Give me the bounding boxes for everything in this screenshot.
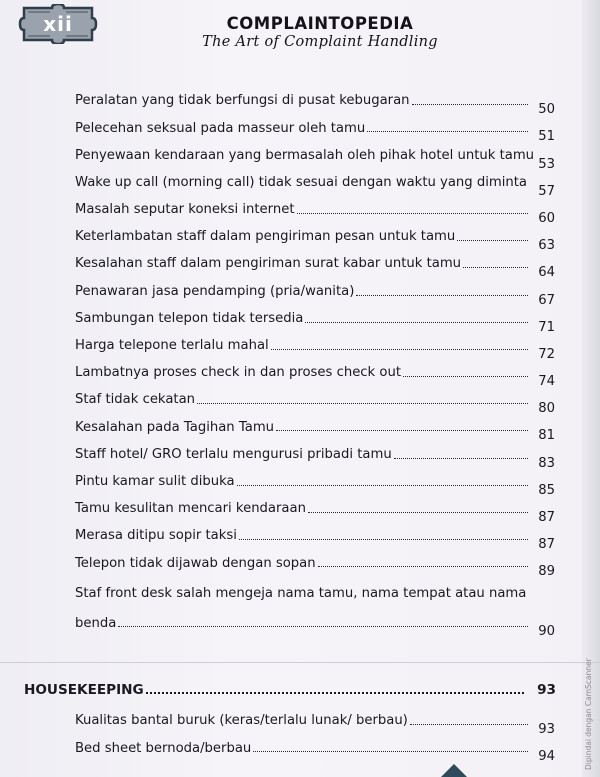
toc-entry-multiline-cont — [75, 605, 555, 640]
toc-entry-page: 81 — [538, 428, 555, 444]
toc-entry — [75, 168, 555, 199]
book-title: COMPLAINTOPEDIA — [226, 14, 414, 33]
toc-entry-title: Penyewaan kendaraan yang bermasalah oleh pihak hotel untuk tamu — [75, 147, 535, 163]
section-title: HOUSEKEEPING — [24, 682, 144, 698]
dot-leader — [410, 724, 528, 725]
toc-entry-page: 85 — [538, 482, 555, 498]
toc-entry — [75, 412, 555, 444]
toc-entry-title: Kesalahan pada Tagihan Tamu — [75, 419, 275, 435]
toc-entry — [75, 439, 555, 471]
toc-entry-title: Wake up call (morning call) tidak sesuai dengan waktu yang diminta — [75, 174, 528, 190]
dot-leader — [403, 376, 528, 377]
toc-entry-page: 63 — [538, 238, 555, 254]
toc-entry-multiline — [75, 575, 555, 605]
toc-entry-page: 93 — [538, 722, 555, 738]
dot-leader — [412, 104, 528, 105]
toc-entry-page: 89 — [538, 564, 555, 580]
toc-entry-title: Kualitas bantal buruk (keras/terlalu lunak/ berbau) — [75, 713, 408, 729]
dot-leader — [463, 267, 528, 268]
toc-entry — [75, 706, 555, 738]
dot-leader — [308, 512, 528, 513]
dot-leader — [118, 626, 528, 627]
toc-entry-title: Kesalahan staff dalam pengiriman surat kabar untuk tamu — [75, 256, 462, 272]
toc-section-heading — [24, 676, 556, 700]
dot-leader — [394, 458, 528, 459]
toc-entry — [75, 733, 555, 765]
book-subtitle: The Art of Complaint Handling — [202, 34, 438, 50]
page-roman-number: xii — [43, 12, 73, 36]
toc-entry-title-line2: benda — [75, 615, 117, 631]
section-separator — [0, 662, 600, 663]
dot-leader — [146, 692, 524, 694]
toc-entry — [75, 276, 555, 308]
toc-entry-page: 94 — [538, 749, 555, 765]
toc-entry — [75, 467, 555, 498]
dot-leader — [297, 213, 529, 214]
toc-entry-title: Staff hotel/ GRO terlalu mengurusi pribadi tamu — [75, 446, 392, 462]
scan-watermark: Dipindai dengan CamScanner — [584, 658, 593, 770]
dot-leader — [457, 240, 528, 241]
toc-entry-title-line1: Staf front desk salah mengeja nama tamu, nama tempat atau nama — [75, 585, 527, 601]
toc-entry — [75, 521, 555, 553]
dot-leader — [237, 485, 528, 486]
toc-entry-page: 51 — [538, 129, 555, 145]
toc-entry-page: 87 — [538, 537, 555, 553]
dot-leader — [271, 349, 528, 350]
toc-entry — [75, 113, 555, 145]
toc-entry-title: Harga telepone terlalu mahal — [75, 338, 269, 354]
toc-entry-page: 72 — [538, 346, 555, 362]
section-page: 93 — [537, 682, 556, 698]
toc-entry-title: Penawaran jasa pendamping (pria/wanita) — [75, 283, 355, 299]
toc-entry-page: 74 — [538, 374, 555, 390]
toc-entry-page: 90 — [538, 624, 555, 640]
page-corner-triangle-icon — [440, 764, 468, 777]
toc-entry — [75, 140, 555, 172]
toc-entry — [75, 494, 555, 525]
toc-entry-title: Pelecehan seksual pada masseur oleh tamu — [75, 120, 366, 136]
dot-leader — [253, 751, 528, 752]
dot-leader — [367, 131, 528, 132]
toc-entry-title: Sambungan telepon tidak tersedia — [75, 310, 304, 326]
toc-entry-title: Tamu kesulitan mencari kendaraan — [75, 501, 306, 517]
dot-leader — [239, 539, 528, 540]
toc-entry-page: 87 — [538, 510, 555, 525]
toc-entry — [75, 195, 555, 226]
dot-leader — [305, 322, 528, 323]
running-header — [150, 14, 490, 50]
toc-entry — [75, 385, 555, 417]
toc-entry-title: Bed sheet bernoda/berbau — [75, 740, 252, 756]
toc-entry-title: Lambatnya proses check in dan proses check out — [75, 365, 401, 381]
toc-entry — [75, 304, 555, 335]
toc-entry-page: 67 — [538, 292, 555, 308]
dot-leader — [318, 566, 528, 567]
toc-entry-page: 50 — [538, 102, 555, 118]
toc-entry-page: 83 — [538, 455, 555, 471]
toc-entry-title: Masalah seputar koneksi internet — [75, 202, 295, 218]
toc-entry-page: 71 — [538, 319, 555, 335]
dot-leader — [356, 295, 528, 296]
toc-entry — [75, 86, 555, 118]
toc-entry-title: Pintu kamar sulit dibuka — [75, 473, 235, 489]
toc-entry-title: Telepon tidak dijawab dengan sopan — [75, 555, 316, 571]
dot-leader — [276, 430, 528, 431]
toc-entry-page: 64 — [538, 265, 555, 281]
toc-entry-title: Keterlambatan staff dalam pengiriman pesan untuk tamu — [75, 229, 456, 245]
toc-entry-page: 60 — [538, 210, 555, 226]
table-of-contents — [75, 86, 555, 640]
toc-entry — [75, 249, 555, 281]
toc-entry-page: 53 — [538, 156, 555, 172]
toc-entry — [75, 548, 555, 580]
toc-entry-title: Staf tidak cekatan — [75, 392, 196, 408]
dot-leader — [197, 403, 528, 404]
toc-entry-title: Peralatan yang tidak berfungsi di pusat kebugaran — [75, 93, 410, 109]
toc-entry — [75, 222, 555, 254]
toc-entry-title: Merasa ditipu sopir taksi — [75, 528, 237, 544]
toc-entry-page: 80 — [538, 401, 555, 417]
section-entries — [75, 706, 555, 765]
toc-entry-page: 57 — [538, 183, 555, 199]
toc-entry — [75, 358, 555, 390]
toc-entry — [75, 331, 555, 362]
